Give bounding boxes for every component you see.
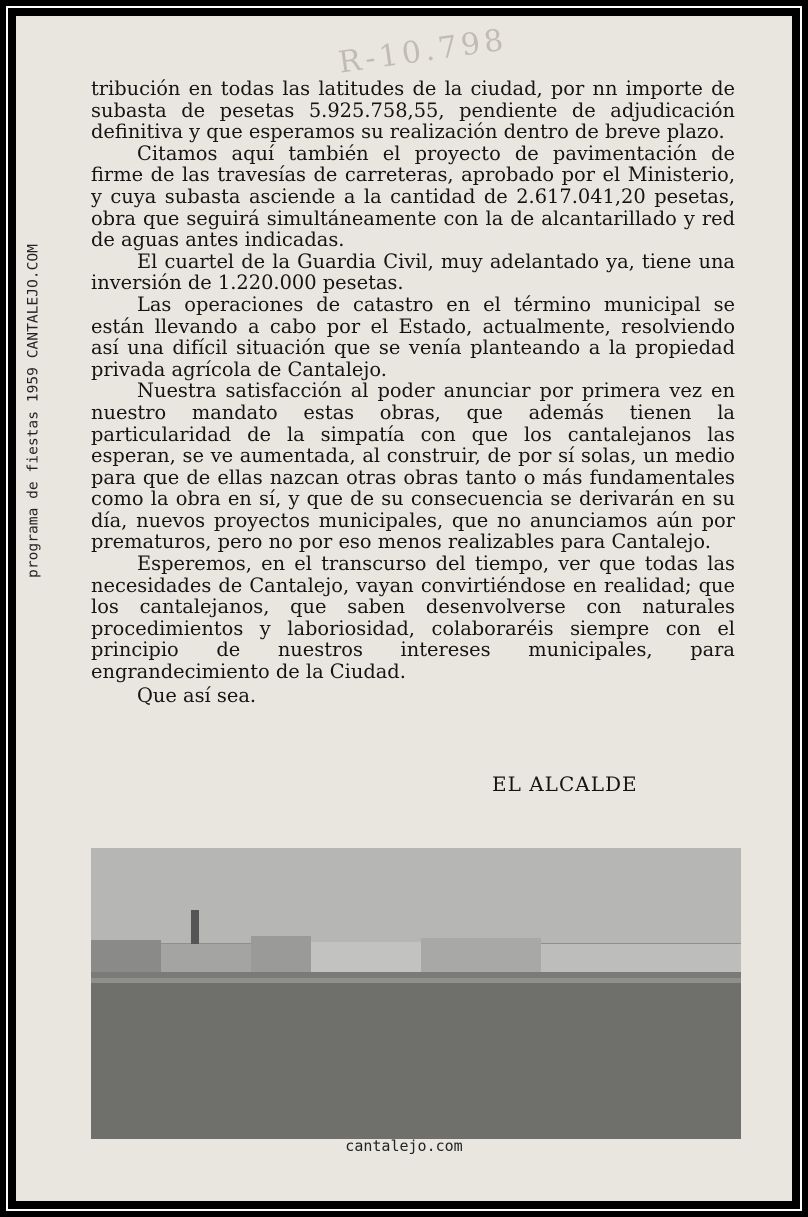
paragraph: El cuartel de la Guardia Civil, muy adelantado ya, tiene una inversión de 1.220.000 pesetas. xyxy=(91,249,735,295)
paragraph: Citamos aquí también el proyecto de pavimentación de firme de las travesías de carreteras, aprobado por el Ministerio, y cuya subasta asciende a la cantidad de 2.617.041,20 pesetas, obra que seguirá simultáneamente con la de alcantarillado y red de aguas antes indicadas. xyxy=(91,141,735,252)
signature: EL ALCALDE xyxy=(492,772,638,796)
photo-caption: cantalejo.com xyxy=(345,1137,463,1155)
paragraph: Las operaciones de catastro en el término municipal se están llevando a cabo por el Estado, actualmente, resolviendo así una difícil situación que se venía planteando a la propiedad privada agrícola de Cantalejo. xyxy=(91,292,735,381)
side-caption-text: programa de fiestas 1959 CANTALEJO.COM xyxy=(24,244,42,578)
town-skyline xyxy=(91,848,741,1139)
town-photo xyxy=(91,848,741,1139)
body-text xyxy=(91,78,735,706)
paragraph: Esperemos, en el transcurso del tiempo, ver que todas las necesidades de Cantalejo, vayan convirtiéndose en realidad; que los cantalejanos, que saben desenvolverse con naturales procedimientos y laboriosidad, colaboraréis siempre con el principio de nuestros intereses municipales, para engrandecimiento de la Ciudad. xyxy=(91,552,735,684)
paragraph: Que así sea. xyxy=(137,683,257,707)
paragraph: Nuestra satisfacción al poder anunciar por primera vez en nuestro mandato estas obras, que además tienen la particularidad de la simpatía con que los cantalejanos las esperan, se ve aumentada, al construir, de por sí solas, un medio para que de ellas nazcan otras obras tanto o más fundamentales como la obra en sí, y que de su consecuencia se derivarán en su día, nuevos proyectos municipales, que no anunciamos aún por prematuros, pero no por eso menos realizables para Cantalejo. xyxy=(91,379,735,554)
paragraph: tribución en todas las latitudes de la ciudad, por nn importe de subasta de pesetas 5.925.758,55, pendiente de adjudicación definitiva y que esperamos su realización dentro de breve plazo. xyxy=(91,77,735,144)
scanned-page xyxy=(16,16,792,1201)
archive-stamp: R-10.798 xyxy=(336,22,510,81)
